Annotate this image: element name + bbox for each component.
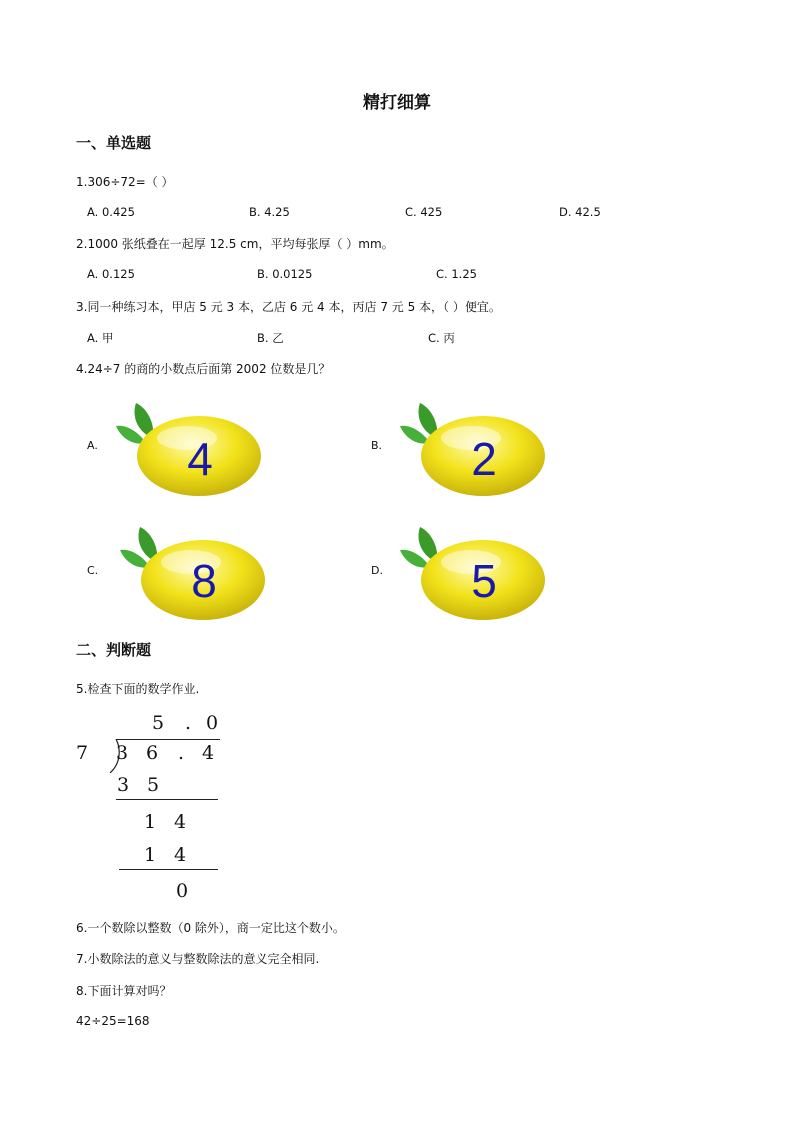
step-digit: 1 xyxy=(144,811,157,833)
q4-option-a-digit: 4 xyxy=(187,433,213,485)
q1-option-a[interactable]: A. 0.425 xyxy=(87,205,135,219)
q4-option-d-label: D. xyxy=(371,564,383,577)
section-single-choice: 一、单选题 xyxy=(76,134,152,152)
question-8-expression: 42÷25=168 xyxy=(76,1014,150,1028)
subtraction-line xyxy=(116,799,218,800)
q2-option-a[interactable]: A. 0.125 xyxy=(87,267,135,281)
page-title: 精打细算 xyxy=(363,93,431,113)
question-4: 4.24÷7 的商的小数点后面第 2002 位数是几？ xyxy=(76,362,331,376)
quotient-digit: 5 xyxy=(152,712,165,734)
lemon-icon xyxy=(101,388,266,500)
step-digit: 3 xyxy=(117,774,130,796)
q1-option-d[interactable]: D. 42.5 xyxy=(559,205,601,219)
lemon-icon xyxy=(385,512,550,624)
divisor: 7 xyxy=(76,742,89,764)
q3-option-c[interactable]: C. 丙 xyxy=(428,331,455,345)
quotient-digit: 0 xyxy=(206,712,219,734)
question-1: 1.306÷72=（ ） xyxy=(76,175,174,189)
long-division xyxy=(70,708,240,908)
q4-option-a-label: A. xyxy=(87,439,98,452)
q4-option-c-label: C. xyxy=(87,564,99,577)
question-5: 5.检查下面的数学作业. xyxy=(76,682,200,696)
lemon-icon xyxy=(105,512,270,624)
question-3: 3.同一种练习本，甲店 5 元 3 本，乙店 6 元 4 本，丙店 7 元 5 本，（ ）便宜。 xyxy=(76,300,501,314)
remainder: 0 xyxy=(176,880,189,902)
division-bar xyxy=(116,739,220,740)
q4-option-b-digit: 2 xyxy=(471,433,497,485)
q2-option-b[interactable]: B. 0.0125 xyxy=(257,267,313,281)
q4-option-c-digit: 8 xyxy=(191,555,217,607)
q4-option-d-digit: 5 xyxy=(471,555,497,607)
lemon-icon xyxy=(385,388,550,500)
dividend-digit: 6 xyxy=(146,742,159,764)
quotient-point: . xyxy=(185,712,192,734)
step-digit: 1 xyxy=(144,844,157,866)
q1-option-c[interactable]: C. 425 xyxy=(405,205,443,219)
q4-option-b-label: B. xyxy=(371,439,383,452)
dividend-digit: 4 xyxy=(202,742,215,764)
subtraction-line xyxy=(119,869,218,870)
step-digit: 5 xyxy=(147,774,160,796)
q3-option-a[interactable]: A. 甲 xyxy=(87,331,114,345)
q1-option-b[interactable]: B. 4.25 xyxy=(249,205,290,219)
q2-option-c[interactable]: C. 1.25 xyxy=(436,267,477,281)
question-8: 8.下面计算对吗？ xyxy=(76,984,172,998)
dividend-point: . xyxy=(178,742,185,764)
question-6: 6.一个数除以整数（0 除外），商一定比这个数小。 xyxy=(76,921,345,935)
section-true-false: 二、判断题 xyxy=(76,641,152,659)
dividend-digit: 3 xyxy=(116,742,129,764)
question-2: 2.1000 张纸叠在一起厚 12.5 cm，平均每张厚（ ）mm。 xyxy=(76,237,394,251)
step-digit: 4 xyxy=(174,844,187,866)
q3-option-b[interactable]: B. 乙 xyxy=(257,331,284,345)
question-7: 7.小数除法的意义与整数除法的意义完全相同. xyxy=(76,952,320,966)
step-digit: 4 xyxy=(174,811,187,833)
